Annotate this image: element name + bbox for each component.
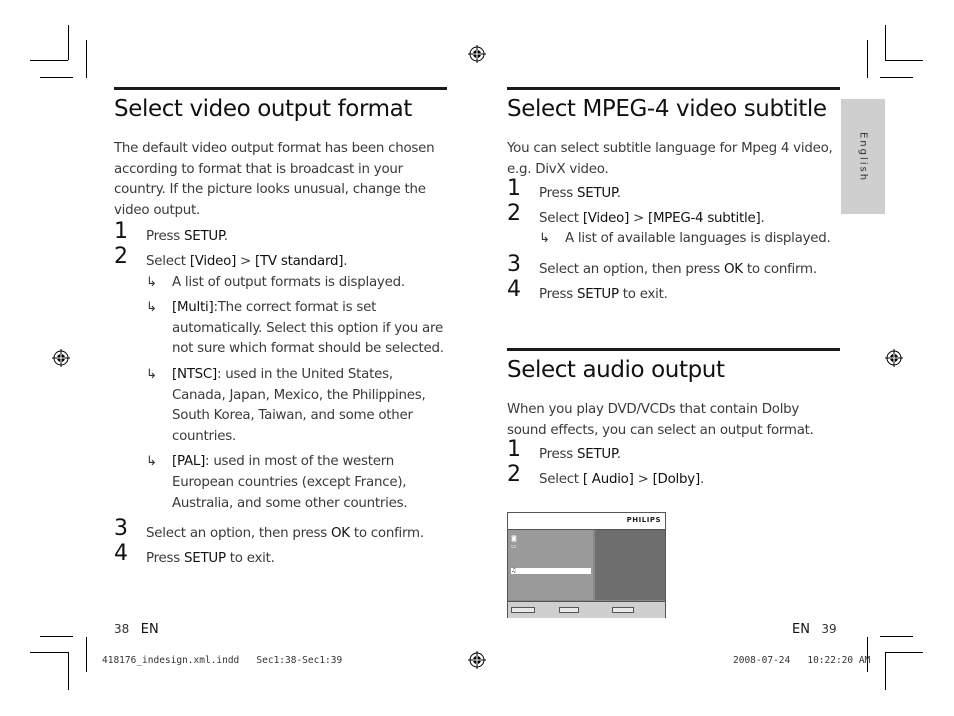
crop-mark: [68, 25, 69, 60]
registration-mark-icon: [885, 349, 903, 367]
arrow-icon: ↳: [146, 274, 157, 290]
intro-paragraph: You can select subtitle language for Mpeg 4 video, e.g. DivX video.: [507, 141, 833, 177]
slug-file-info: 418176_indesign.xml.indd Sec1:38-Sec1:39: [102, 655, 343, 666]
page-number: 39: [821, 622, 837, 636]
step-1: 1 Press SETUP.: [507, 437, 621, 463]
crop-mark: [86, 637, 87, 672]
menu-footer-button: [511, 607, 535, 613]
crop-mark: [86, 40, 87, 78]
crop-mark: [885, 25, 886, 60]
menu-footer-button: [559, 607, 579, 613]
menu-left-panel: [508, 530, 593, 600]
bullet-multi: ↳ [Multi]:The correct format is set automatically. Select this option if you are not sure which format should be selected.: [146, 300, 444, 357]
step-4: 4 Press SETUP to exit.: [507, 276, 668, 302]
menu-header: [508, 513, 665, 530]
folio-language: EN: [792, 622, 810, 637]
crop-mark: [885, 652, 923, 653]
crop-mark: [40, 77, 73, 78]
folio-language: EN: [140, 622, 159, 637]
arrow-icon: ↳: [539, 231, 550, 247]
arrow-icon: ↳: [146, 454, 157, 470]
menu-highlight-bar: [511, 568, 591, 574]
section-title-mpeg4-subtitle: Select MPEG-4 video subtitle: [507, 96, 827, 122]
folio-right: [792, 622, 837, 637]
video-icon: ▭: [511, 543, 517, 550]
step-3: 3 Select an option, then press OK to confirm.: [507, 251, 817, 277]
registration-mark-icon: [468, 651, 486, 669]
registration-mark-icon: [468, 45, 486, 63]
step-3: 3 Select an option, then press OK to confirm.: [114, 516, 424, 542]
crop-mark: [30, 652, 68, 653]
disc-icon: ◙: [511, 535, 517, 542]
arrow-icon: ↳: [146, 366, 157, 382]
brand-logo: PHILIPS: [626, 516, 661, 524]
registration-mark-icon: [52, 349, 70, 367]
crop-mark: [867, 40, 868, 78]
arrow-icon: ↳: [146, 300, 157, 316]
crop-mark: [30, 60, 68, 61]
bullet-ntsc: ↳ [NTSC]: used in the United States, Canada, Japan, Mexico, the Philippines, South Korea, Taiwan, and some other countries.: [146, 366, 426, 444]
folio-left: [114, 622, 159, 637]
page-number: 38: [114, 622, 130, 636]
right-column: [507, 87, 840, 305]
language-tab-label: English: [857, 131, 869, 182]
section-rule: [114, 87, 447, 90]
crop-mark: [68, 652, 69, 690]
crop-mark: [880, 77, 913, 78]
step-2: 2 Select [ Audio] > [Dolby].: [507, 461, 704, 487]
slug-timestamp: 2008-07-24 10:22:20 AM: [733, 655, 871, 666]
menu-right-panel: [595, 530, 665, 600]
step-1: 1 Press SETUP.: [114, 219, 228, 245]
crop-mark: [40, 636, 73, 637]
step-2: 2 Select [Video] > [MPEG-4 subtitle].: [507, 200, 765, 226]
crop-mark: [885, 652, 886, 690]
section-title-audio-output: Select audio output: [507, 357, 725, 383]
bullet-languages-list: ↳ A list of available languages is displayed.: [507, 229, 840, 250]
section-rule: [507, 348, 840, 351]
crop-mark: [880, 636, 913, 637]
crop-mark: [885, 60, 923, 61]
intro-paragraph: When you play DVD/VCDs that contain Dolby sound effects, you can select an output format.: [507, 402, 814, 438]
audio-section: [507, 348, 840, 490]
step-2: 2 Select [Video] > [TV standard].: [114, 243, 348, 269]
language-tab: [841, 99, 885, 214]
menu-footer: [508, 601, 665, 618]
step-4: 4 Press SETUP to exit.: [114, 540, 275, 566]
bullet-pal: ↳ [PAL]: used in most of the western European countries (except France), Australia, and some other countries.: [146, 454, 408, 511]
section-title-video-output: Select video output format: [114, 96, 412, 122]
left-column: [114, 87, 447, 569]
step-1: 1 Press SETUP.: [507, 176, 621, 202]
setup-menu-screenshot: [507, 512, 666, 618]
section-rule: [507, 87, 840, 90]
bullet-output-list: ↳ A list of output formats is displayed.: [114, 273, 447, 294]
audio-icon: ♫: [511, 567, 517, 574]
intro-paragraph: The default video output format has been chosen according to format that is broadcast in your country. If the picture looks unusual, change the video output.: [114, 141, 435, 218]
menu-footer-button: [612, 607, 634, 613]
